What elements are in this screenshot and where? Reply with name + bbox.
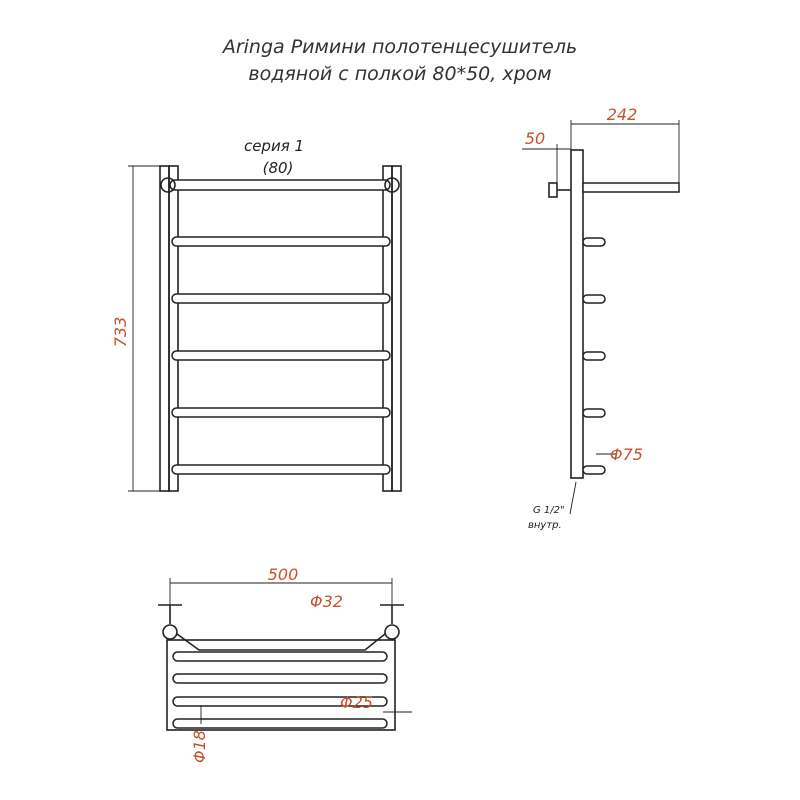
side-view <box>522 105 679 531</box>
thread-leader <box>570 482 576 514</box>
pipe-diameter-label: Φ75 <box>610 445 643 464</box>
wall-mount-plate <box>549 183 557 197</box>
rung <box>172 351 390 360</box>
title-line-2: водяной с полкой 80*50, хром <box>248 63 552 85</box>
post-diameter-label: Φ32 <box>310 592 343 611</box>
top-view <box>158 565 412 763</box>
side-post <box>571 150 583 478</box>
shelf-arm <box>583 183 679 192</box>
rung-stub <box>583 466 605 474</box>
left-wall-strip <box>160 166 169 491</box>
rung-stub <box>583 238 605 246</box>
shelf-bar <box>173 674 387 683</box>
thread-label: G 1/2" <box>533 505 565 516</box>
rung-stub <box>583 295 605 303</box>
rung-stub <box>583 352 605 360</box>
rung <box>172 465 390 474</box>
shelf-tray-back <box>177 634 385 650</box>
height-dimension-label: 733 <box>111 316 130 348</box>
title-line-1: Aringa Римини полотенцесушитель <box>222 36 578 58</box>
thread-note: внутр. <box>528 520 562 531</box>
wall-gap-label: 50 <box>524 129 546 148</box>
width-dimension-label: 500 <box>267 565 299 584</box>
right-post-section <box>385 625 399 639</box>
front-view <box>111 137 401 491</box>
series-center-label: (80) <box>262 159 294 177</box>
rung-diameter-label: Φ18 <box>190 730 209 763</box>
rung <box>172 294 390 303</box>
shelf-bar <box>173 652 387 661</box>
right-wall-strip <box>392 166 401 491</box>
right-post <box>383 166 392 491</box>
left-post-section <box>163 625 177 639</box>
rung <box>172 237 390 246</box>
rung <box>172 408 390 417</box>
bar-diameter-label: Φ25 <box>340 693 373 712</box>
shelf-top-bar <box>170 180 390 190</box>
depth-dimension-label: 242 <box>606 105 638 124</box>
series-label: серия 1 <box>243 137 305 155</box>
shelf-bar <box>173 719 387 728</box>
left-post <box>169 166 178 491</box>
rung-stub <box>583 409 605 417</box>
